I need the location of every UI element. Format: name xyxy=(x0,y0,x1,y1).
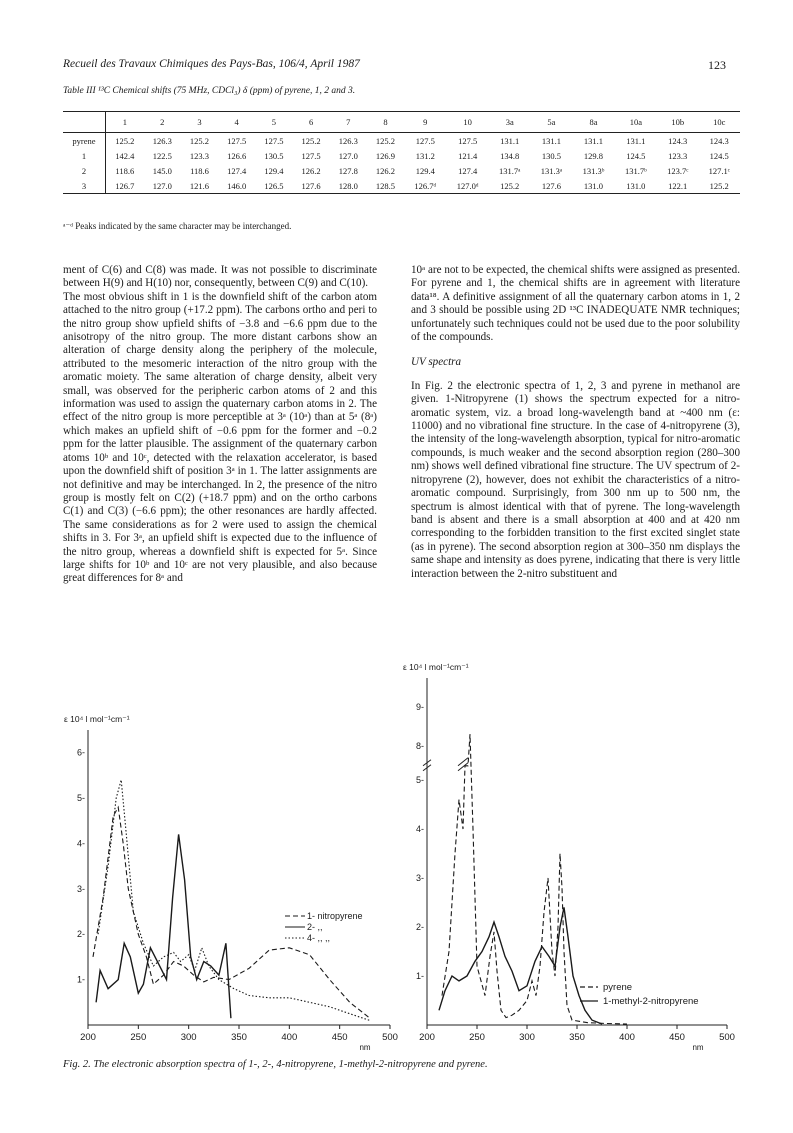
y-axis-label: ε 10⁴ l mol⁻¹cm⁻¹ xyxy=(64,714,130,724)
paragraph: 10ᵃ are not to be expected, the chemical shifts were assigned as presented. For pyrene and 1, the chemical shifts are in agreement with literature data¹⁸. A definitive assignment of all the quaternary carbon atoms in 1, 2 and 3 should be possible using 2D ¹³C INADEQUATE NMR techniques; unfortunately such techniques could not be used due to the poor solubility of the compounds. xyxy=(411,264,740,344)
table-cell: 124.5 xyxy=(626,150,646,161)
table-header-cell: 5a xyxy=(531,112,573,133)
x-axis-label: nm xyxy=(359,1043,371,1052)
table-header-cell: 10b xyxy=(657,112,698,133)
table-cell: 130.5 xyxy=(541,150,561,161)
legend-label: pyrene xyxy=(603,982,633,993)
figure-caption: Fig. 2. The electronic absorption spectra of 1-, 2-, 4-nitropyrene, 1-methyl-2-nitropyrene and pyrene. xyxy=(63,1059,488,1070)
x-tick-label: 350 xyxy=(569,1032,585,1043)
table-header-cell: 10a xyxy=(615,112,657,133)
table-row xyxy=(63,133,740,149)
table-cell: 122.1 xyxy=(657,178,698,194)
y-tick-label: 9- xyxy=(415,701,424,712)
table-cell: 127.6 xyxy=(531,178,573,194)
paragraph: The most obvious shift in 1 is the downfield shift of the carbon atom attached to the nitro group (+17.2 ppm). The carbons ortho and peri to the nitro group show upfield shifts of −3.8 and −6.6 ppm due to the anisotropy of the nitro group. The more distant carbons show an alteration of charge density along the periphery of the molecule, attributed to the mesomeric interaction of the nitro group with the aromatic moiety. The same alteration of charge density, albeit very small, was observed for the peripheric carbon atoms of 2 and this information was used to assign the quaternary carbon atoms in 2. The effect of the nitro group is more perceptible at 3ᵃ (10ᵃ) than at 5ᵃ (8ᵃ) which makes an upfield shift of −0.6 ppm for the former and −0.2 ppm for the latter plausible. The assignment of the quaternary carbon atoms 10ᵇ and 10ᶜ, detected with the relaxation accelerator, is based upon the downfield shift of position 3ᵃ in 1. The latter assignments are not definitive and may be interchanged. In 2, the presence of the nitro group is mostly felt on C(2) (+18.7 ppm) and on the ortho carbons C(1) and C(3) (−6.6 ppm); the other resonances are hardly affected. The same considerations as for 2 were used to assign the chemical shifts in 3. For 3ᵃ, an upfield shift is expected due to the influence of the nitro group, whereas a downfield shift is expected for 5ᵃ. Since large shifts for 10ᵇ and 10ᶜ are not very plausible, and also because great differences for 8ᵃ and xyxy=(63,290,377,585)
table-cell: 126.5 xyxy=(255,178,292,194)
table-cell: 127.0 xyxy=(144,178,181,194)
table-cell: 131.3ᵇ xyxy=(582,165,605,176)
table-cell: 127.5 xyxy=(227,135,247,146)
x-tick-label: 200 xyxy=(80,1032,96,1043)
table-cell: 126.7 xyxy=(106,178,144,194)
y-tick-label: 1- xyxy=(415,971,424,981)
series-line xyxy=(96,834,231,1018)
table-header-cell: 5 xyxy=(255,112,292,133)
x-tick-label: 200 xyxy=(419,1032,435,1043)
y-tick-label: 2- xyxy=(76,929,85,940)
table-cell: 127.0 xyxy=(338,150,358,161)
table-cell: 145.0 xyxy=(152,165,172,176)
table-cell: 129.4 xyxy=(415,165,435,176)
x-tick-label: 400 xyxy=(281,1032,298,1043)
table-header-cell: 10c xyxy=(698,112,740,133)
x-tick-label: 500 xyxy=(382,1032,398,1043)
table-row xyxy=(63,148,740,163)
table-cell: 127.6 xyxy=(292,178,329,194)
table-cell: 118.6 xyxy=(190,165,209,176)
table-cell: 126.7ᵈ xyxy=(404,178,446,194)
y-axis-label: ε 10⁴ l mol⁻¹cm⁻¹ xyxy=(403,662,469,672)
table-header-cell: 1 xyxy=(106,112,144,133)
table-cell: 121.6 xyxy=(181,178,218,194)
table-cell: 128.0 xyxy=(330,178,367,194)
table-header-cell xyxy=(63,112,106,133)
table-header-cell: 9 xyxy=(404,112,446,133)
table-cell: 125.2 xyxy=(375,135,396,146)
table-cell: 127.0ᵈ xyxy=(446,178,488,194)
x-tick-label: 300 xyxy=(519,1032,535,1043)
table-cell: 131.1 xyxy=(541,135,561,146)
page-number: 123 xyxy=(708,58,726,72)
table-cell: 131.1 xyxy=(500,135,520,146)
table-cell: 131.1 xyxy=(626,135,646,146)
table-cell: 123.3 xyxy=(668,150,688,161)
table-cell: 127.4 xyxy=(227,165,247,176)
table-cell: 118.6 xyxy=(115,165,135,176)
uv-chart-pyrene-methylnitropyrene xyxy=(403,662,735,1052)
table-cell: 124.3 xyxy=(668,135,688,146)
table-header-cell: 7 xyxy=(330,112,367,133)
table-cell: 131.0 xyxy=(615,178,657,194)
table-cell: 126.3 xyxy=(338,135,358,146)
table-row xyxy=(63,163,740,178)
table-cell: 126.9 xyxy=(375,150,396,161)
x-tick-label: 500 xyxy=(719,1032,735,1043)
table-title: Table III ¹³C Chemical shifts (75 MHz, CDCl₃) δ (ppm) of pyrene, 1, 2 and 3. xyxy=(63,86,356,96)
table-cell: 127.5 xyxy=(264,135,284,146)
legend-label: 1- nitropyrene xyxy=(307,911,363,921)
paragraph: ment of C(6) and C(8) was made. It was not possible to discriminate between H(9) and H(10) nor, consequently, between C(9) and C(10). xyxy=(63,264,377,290)
table-cell: 126.2 xyxy=(375,165,396,176)
table-cell: 126.6 xyxy=(227,150,247,161)
table-header-cell: 3 xyxy=(181,112,218,133)
table-header-cell: 8 xyxy=(367,112,404,133)
row-label: 3 xyxy=(63,178,106,194)
table-cell: 127.4 xyxy=(458,165,478,176)
uv-chart-nitropyrenes xyxy=(64,714,398,1052)
chemical-shift-table xyxy=(63,111,740,194)
table-cell: 124.3 xyxy=(709,135,729,146)
table-cell: 126.2 xyxy=(301,165,321,176)
legend-label: 4- ,, ,, xyxy=(307,933,331,943)
table-header-cell: 4 xyxy=(218,112,255,133)
table-cell: 127.1ᶜ xyxy=(708,165,730,176)
table-footnote: ᵃ⁻ᵈ Peaks indicated by the same character may be interchanged. xyxy=(63,221,292,231)
table-cell: 131.3ᵃ xyxy=(540,165,563,176)
x-tick-label: 250 xyxy=(130,1032,147,1043)
left-text-column xyxy=(63,264,377,586)
row-label: 2 xyxy=(63,163,106,178)
x-tick-label: 350 xyxy=(231,1032,247,1043)
table-cell: 124.5 xyxy=(709,150,729,161)
y-tick-label: 2- xyxy=(415,922,424,932)
table-cell: 125.2 xyxy=(489,178,531,194)
table-header-cell: 2 xyxy=(144,112,181,133)
table-cell: 123.7ᶜ xyxy=(667,165,689,176)
table-cell: 131.0 xyxy=(572,178,614,194)
table-cell: 131.2 xyxy=(415,150,435,161)
x-axis-label: nm xyxy=(692,1043,704,1052)
y-tick-label: 5- xyxy=(76,793,85,804)
table-cell: 123.3 xyxy=(189,150,210,161)
y-tick-label: 5- xyxy=(415,775,424,785)
series-line xyxy=(442,734,627,1024)
table-cell: 134.8 xyxy=(500,150,520,161)
legend-label: 1-methyl-2-nitropyrene xyxy=(603,996,699,1007)
table-row xyxy=(63,178,740,194)
table-cell: 126.3 xyxy=(152,135,172,146)
table-cell: 125.2 xyxy=(189,135,210,146)
paragraph: In Fig. 2 the electronic spectra of 1, 2, 3 and pyrene in methanol are given. 1-Nitropyrene (1) shows the spectrum expected for a nitro-aromatic system, viz. a broad long-wavelength band at ~400 nm (ε: 11000) and no vibrational fine structure. In the case of 4-nitropyrene (3), the intensity of the long-wavelength absorption, typical for nitro-aromatic compounds, is much weaker and the second absorption region (280–300 nm) shows well defined vibrational fine structure. The UV spectrum of 2-nitropyrene (2), however, does not exhibit the characteristics of a nitro-aromatic compound. Surprisingly, from 300 nm up to 500 nm, the spectrum is almost identical with that of pyrene. The long-wavelength band is absent and there is a small absorption at 400 and at 420 nm corresponding to the forbidden transition to the first excited singlet state (as in pyrene). The second absorption region at 300–350 nm displays the same shape and intensity as does pyrene, indicating that there is very little interaction between the 2-nitro substituent and xyxy=(411,379,740,580)
series-line xyxy=(98,780,370,1021)
table-cell: 129.4 xyxy=(264,165,284,176)
table-cell: 146.0 xyxy=(218,178,255,194)
section-heading: UV spectra xyxy=(411,356,462,369)
journal-header: Recueil des Travaux Chimiques des Pays-Bas, 106/4, April 1987 xyxy=(63,58,360,70)
x-tick-label: 450 xyxy=(331,1032,348,1043)
y-tick-label: 8- xyxy=(415,740,424,751)
table-cell: 131.7ᵃ xyxy=(498,165,521,176)
y-tick-label: 6- xyxy=(76,747,85,758)
table-cell: 127.5 xyxy=(415,135,435,146)
legend-label: 2- ,, xyxy=(307,922,323,932)
y-tick-label: 3- xyxy=(415,873,424,883)
uv-spectra-figure xyxy=(0,660,793,1055)
table-cell: 131.7ᵇ xyxy=(624,165,647,176)
y-tick-label: 3- xyxy=(76,883,85,894)
table-header-cell: 10 xyxy=(446,112,488,133)
table-cell: 129.8 xyxy=(583,150,604,161)
table-cell: 122.5 xyxy=(152,150,172,161)
table-cell: 125.2 xyxy=(115,135,135,146)
table-header-cell: 6 xyxy=(292,112,329,133)
row-label: pyrene xyxy=(63,133,106,149)
x-tick-label: 300 xyxy=(180,1032,197,1043)
row-label: 1 xyxy=(63,148,106,163)
table-cell: 130.5 xyxy=(264,150,284,161)
table-cell: 127.8 xyxy=(338,165,358,176)
x-tick-label: 400 xyxy=(619,1032,635,1043)
y-tick-label: 4- xyxy=(76,838,85,849)
table-header-cell: 3a xyxy=(489,112,531,133)
table-cell: 128.5 xyxy=(367,178,404,194)
table-cell: 125.2 xyxy=(698,178,740,194)
table-cell: 127.5 xyxy=(458,135,478,146)
table-cell: 131.1 xyxy=(583,135,604,146)
table-cell: 142.4 xyxy=(115,150,135,161)
x-tick-label: 450 xyxy=(669,1032,685,1043)
table-cell: 125.2 xyxy=(301,135,321,146)
table-header-cell: 8a xyxy=(572,112,614,133)
right-text-column xyxy=(411,264,740,581)
y-tick-label: 4- xyxy=(415,824,424,834)
y-tick-label: 1- xyxy=(76,974,85,985)
x-tick-label: 250 xyxy=(469,1032,485,1043)
series-line xyxy=(439,907,602,1024)
table-cell: 127.5 xyxy=(301,150,321,161)
table-cell: 121.4 xyxy=(458,150,478,161)
